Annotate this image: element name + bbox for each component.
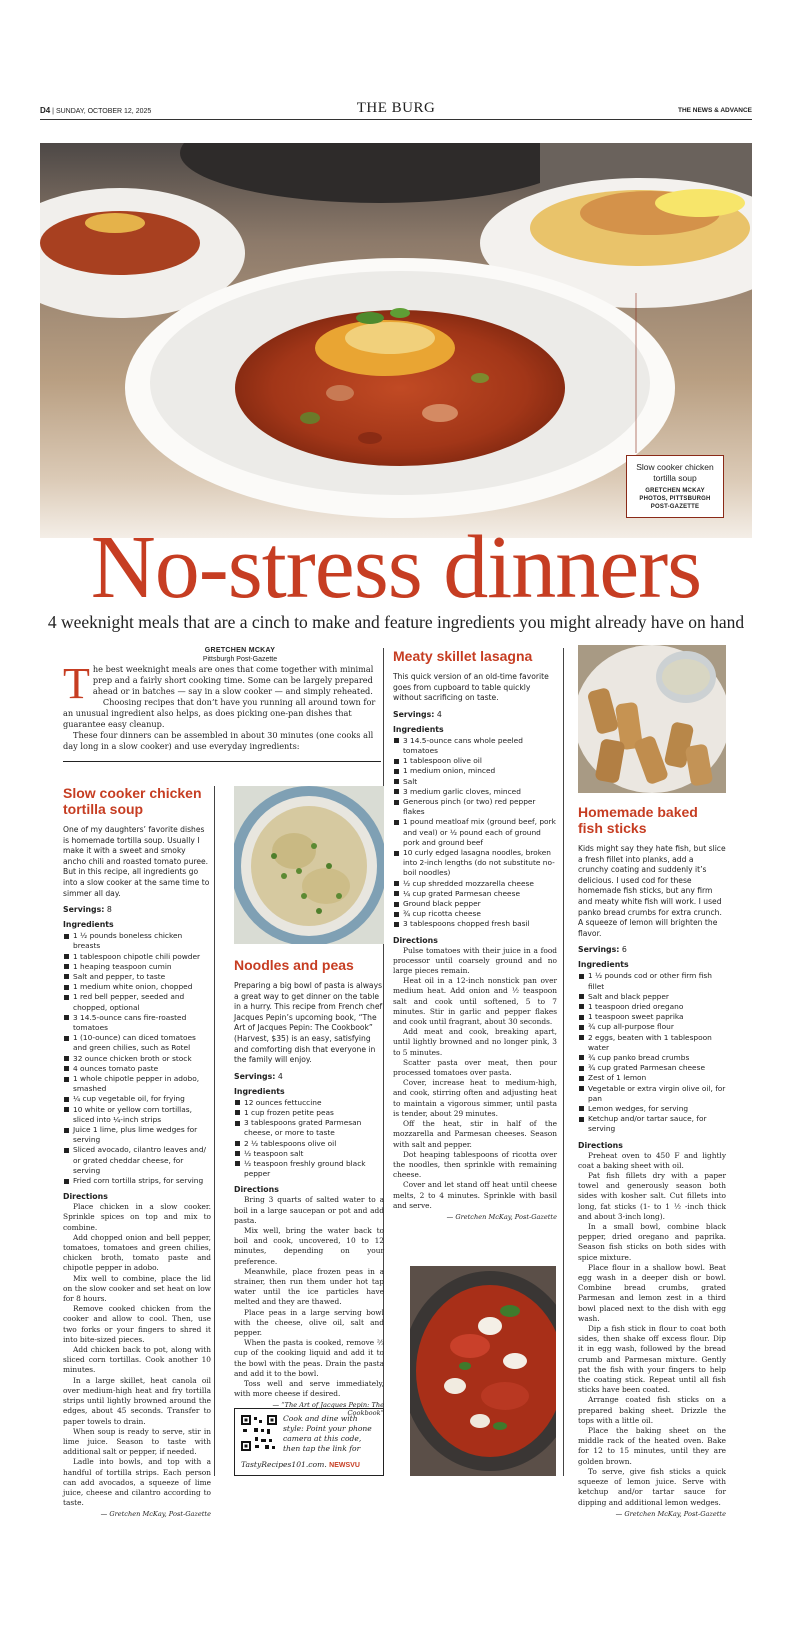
ingredient-item: Sliced avocado, cilantro leaves and/ or grated cheddar cheese, for serving [63, 1145, 211, 1176]
direction-step: Pulse tomatoes with their juice in a food processor until coarsely ground and no large pieces remain. [393, 945, 557, 976]
recipe-description: Preparing a big bowl of pasta is always a great way to get dinner on the table in a hurry. This recipe from French chef Jacques Pepin’s upcoming book, “The Art of Jacques Pepin: The Cookbook” (Harvest, $35) is an easy, satisfying and comforting dish that everyone in the family will enjoy. [234, 981, 383, 1065]
directions-text [234, 1195, 384, 1399]
ingredient-item: 1 red bell pepper, seeded and chopped, optional [63, 992, 211, 1012]
recipe-description: One of my daughters’ favorite dishes is homemade tortilla soup. Usually I make it with a sweet and smoky ancho chili and roasted tomato puree. But in this recipe, all ingredients go into a slow cooker at the same time to simmer all day. [63, 825, 210, 898]
ingredient-item: ¾ cup panko bread crumbs [578, 1053, 726, 1063]
ingredient-item: Juice 1 lime, plus lime wedges for serving [63, 1125, 211, 1145]
newsvu-logo: NEWSVU [329, 1462, 360, 1469]
ingredient-item: 3 tablespoons grated Parmesan cheese, or more to taste [234, 1118, 384, 1138]
ingredients-list [234, 1098, 384, 1180]
intro-paragraph: Choosing recipes that don’t have you running all around town for an unusual ingredient also helps, as does picking one-pan dishes that guarantee easy cleanup. [63, 697, 376, 729]
ingredient-item: Vegetable or extra virgin olive oil, for pan [578, 1084, 726, 1104]
ingredient-item: ½ teaspoon freshly ground black pepper [234, 1159, 384, 1179]
recipe-servings: Servings: 4 [393, 709, 442, 719]
ingredient-item: ¼ cup grated Parmesan cheese [393, 889, 557, 899]
direction-step: Place peas in a large serving bowl with the cheese, olive oil, salt and pepper. [234, 1307, 384, 1338]
qr-promo-text: Cook and dine with style: Point your phone camera at this code, then tap the link for [283, 1414, 372, 1453]
direction-step: Add meat and cook, breaking apart, until lightly browned and no longer pink, 3 to 5 minutes. [393, 1027, 557, 1057]
ingredient-item: 4 ounces tomato paste [63, 1064, 211, 1074]
direction-step: Mix well, bring the water back to boil and cook, uncovered, 10 to 12 minutes, depending on your preference. [234, 1225, 384, 1266]
photo-credit: GRETCHEN MCKAY PHOTOS, PITTSBURGH POST-GAZETTE [639, 488, 711, 510]
directions-heading: Directions [63, 1192, 108, 1202]
ingredients-heading: Ingredients [578, 960, 629, 970]
ingredient-item: 3 14.5-ounce cans whole peeled tomatoes [393, 736, 557, 756]
recipe-title: Noodles and peas [234, 957, 354, 973]
direction-step: Place the baking sheet on the middle rack of the heated oven. Bake for 12 to 15 minutes, until they are golden brown. [578, 1426, 726, 1466]
drop-cap: T [63, 659, 90, 708]
direction-step: Pat fish fillets dry with a paper towel and generously season both sides with kosher salt. Cut fillets into long, fat sticks (1- to 1 ½ -inch thick and about 3-inch long). [578, 1171, 726, 1221]
directions-heading: Directions [393, 935, 438, 945]
lasagna-photo [410, 1266, 556, 1476]
direction-step: Dip a fish stick in flour to coat both sides, then shake off excess flour. Dip it in egg wash, followed by the bread crumb and Parmesan mixture. Gently pat the fish with your fingers to help the coating stick. Repeat until all fish sticks have been coated. [578, 1324, 726, 1395]
ingredients-heading: Ingredients [234, 1086, 285, 1096]
directions-text [393, 946, 557, 1211]
ingredients-list [578, 971, 726, 1134]
byline-org: Pittsburgh Post-Gazette [202, 656, 278, 663]
direction-step: In a small bowl, combine black pepper, dried oregano and paprika. Season fish sticks on both sides with spice mixture. [578, 1222, 726, 1262]
recipe-skillet-lasagna [393, 648, 557, 1221]
ingredient-item: 1 whole chipotle pepper in adobo, smashed [63, 1074, 211, 1094]
ingredient-item: 1 teaspoon dried oregano [578, 1002, 726, 1012]
direction-step: Place flour in a shallow bowl. Beat egg wash in a deeper dish or bowl. Combine bread crumbs, grated Parmesan and lemon zest in a third bowl placed next to the dish with egg wash. [578, 1262, 726, 1323]
ingredient-item: ½ cup shredded mozzarella cheese [393, 879, 557, 889]
recipe-credit: — Gretchen McKay, Post-Gazette [446, 1212, 557, 1221]
recipe-title: Homemade baked fish sticks [578, 804, 698, 836]
ingredient-item: ½ teaspoon salt [234, 1149, 384, 1159]
recipe-title: Meaty skillet lasagna [393, 648, 533, 664]
ingredient-item: ¾ cup grated Parmesan cheese [578, 1063, 726, 1073]
ingredient-item: 1 ½ pounds boneless chicken breasts [63, 931, 211, 951]
qr-promo-link[interactable]: TastyRecipes101.com. NEWSVU [241, 1460, 360, 1469]
section-title: THE BURG [356, 100, 436, 116]
ingredient-item: 1 (10-ounce) can diced tomatoes and green chilies, such as Rotel [63, 1033, 211, 1053]
direction-step: Meanwhile, place frozen peas in a strainer, then run them under hot tap water until the ice particles have melted and they are thawed. [234, 1266, 384, 1307]
ingredient-item: 3 tablespoons chopped fresh basil [393, 919, 557, 929]
ingredient-item: 1 pound meatloaf mix (ground beef, pork and veal) or ½ pound each of ground pork and ground beef [393, 817, 557, 848]
recipe-description: This quick version of an old-time favorite goes from cupboard to table quickly without sacrificing on taste. [393, 672, 549, 703]
ingredient-item: 1 medium white onion, chopped [63, 982, 211, 992]
directions-heading: Directions [578, 1140, 623, 1150]
column-divider [214, 786, 215, 1476]
ingredient-item: 1 teaspoon sweet paprika [578, 1012, 726, 1022]
photo-caption-title: Slow cooker chicken tortilla soup [636, 462, 714, 483]
ingredient-item: Lemon wedges, for serving [578, 1104, 726, 1114]
ingredients-list [63, 931, 211, 1186]
headline: No-stress dinners [90, 518, 702, 617]
ingredient-item: ¼ cup vegetable oil, for frying [63, 1094, 211, 1104]
recipe-servings: Servings: 4 [234, 1071, 283, 1081]
masthead [40, 100, 752, 120]
qr-promo-box[interactable] [234, 1408, 384, 1476]
ingredient-item: Generous pinch (or two) red pepper flakes [393, 797, 557, 817]
recipe-title: Slow cooker chicken tortilla soup [63, 785, 202, 817]
direction-step: When the pasta is cooked, remove ⅔ cup of the cooking liquid and add it to the bowl with the peas. Drain the pasta and add it to the bowl. [234, 1338, 384, 1378]
issue-date: SUNDAY, OCTOBER 12, 2025 [55, 108, 152, 115]
column-divider [563, 648, 564, 1476]
direction-step: Heat oil in a 12-inch nonstick pan over medium heat. Add onion and ½ teaspoon salt and cook until softened, 5 to 7 minutes. Stir in garlic and pepper flakes and cook until fragrant, about 30 seconds. [393, 976, 557, 1027]
ingredient-item: Salt and pepper, to taste [63, 972, 211, 982]
ingredient-item: 32 ounce chicken broth or stock [63, 1054, 211, 1064]
direction-step: Preheat oven to 450 F and lightly coat a baking sheet with oil. [578, 1150, 726, 1170]
recipe-credit: — “The Art of Jacques Pepin: The Cookbook” [272, 1401, 384, 1418]
direction-step: When soup is ready to serve, stir in lime juice. Season to taste with additional salt or pepper, if needed. [63, 1426, 211, 1457]
recipe-servings: Servings: 6 [578, 945, 627, 955]
ingredient-item: ¾ cup ricotta cheese [393, 909, 557, 919]
direction-step: Bring 3 quarts of salted water to a boil in a large saucepan or pot and add pasta. [234, 1195, 384, 1225]
ingredients-heading: Ingredients [63, 920, 114, 930]
qr-code-icon[interactable] [241, 1415, 277, 1451]
paper-name: THE NEWS & ADVANCE [677, 107, 752, 114]
recipe-noodles-peas [234, 957, 384, 1417]
direction-step: Arrange coated fish sticks on a prepared baking sheet. Drizzle the tops with a little oil. [578, 1395, 726, 1425]
byline-name: GRETCHEN MCKAY [204, 647, 276, 654]
ingredient-item: ¾ cup all-purpose flour [578, 1022, 726, 1032]
ingredient-item: Salt and black pepper [578, 992, 726, 1002]
ingredient-item: Ketchup and/or tartar sauce, for serving [578, 1114, 726, 1134]
ingredient-item: 10 white or yellow corn tortillas, sliced into ¼-inch strips [63, 1105, 211, 1125]
direction-step: Dot heaping tablespoons of ricotta over the noodles, then sprinkle with remaining cheese. [393, 1149, 557, 1180]
direction-step: Cover, increase heat to medium-high, and cook, stirring often and adjusting heat to maintain a vigorous simmer, until pasta is tender, about 29 minutes. [393, 1078, 557, 1118]
ingredient-item: 1 tablespoon olive oil [393, 756, 557, 766]
ingredient-item: Ground black pepper [393, 899, 557, 909]
ingredient-item: 12 ounces fettuccine [234, 1098, 384, 1108]
ingredient-item: 3 medium garlic cloves, minced [393, 787, 557, 797]
fish-sticks-photo-illustration [578, 645, 726, 793]
ingredient-item: Salt [393, 777, 557, 787]
ingredient-item: Fried corn tortilla strips, for serving [63, 1176, 211, 1186]
ingredient-item: 2 eggs, beaten with 1 tablespoon water [578, 1033, 726, 1053]
direction-step: Toss well and serve immediately, with more cheese if desired. [234, 1379, 384, 1399]
direction-step: Remove cooked chicken from the cooker and allow to cool. Then, use two forks or your fingers to shred it into bite-sized pieces. [63, 1304, 211, 1344]
direction-step: Add chicken back to pot, along with sliced corn tortillas. Cook another 10 minutes. [63, 1345, 211, 1375]
ingredient-item: 3 14.5-ounce cans fire-roasted tomatoes [63, 1013, 211, 1033]
direction-step: Place chicken in a slow cooker. Sprinkle spices on top and mix to combine. [63, 1202, 211, 1232]
direction-step: Scatter pasta over meat, then pour processed tomatoes over pasta. [393, 1057, 557, 1078]
fish-sticks-photo [578, 645, 726, 793]
direction-step: Mix well to combine, place the lid on the slow cooker and set heat on low for 8 hours. [63, 1273, 211, 1304]
ingredient-item: 1 tablespoon chipotle chili powder [63, 952, 211, 962]
directions-heading: Directions [234, 1185, 279, 1195]
deck: 4 weeknight meals that are a cinch to make and feature ingredients you might already have on hand [47, 612, 745, 632]
ingredient-item: 1 cup frozen petite peas [234, 1108, 384, 1118]
intro-divider [63, 761, 381, 762]
intro-paragraph: These four dinners can be assembled in about 30 minutes (one cooks all day long in a slow cooker) and use everyday ingredients: [63, 730, 374, 751]
ingredient-item: 1 medium onion, minced [393, 766, 557, 776]
ingredient-item: 2 ½ tablespoons olive oil [234, 1139, 384, 1149]
noodles-photo-illustration [234, 786, 384, 944]
recipe-description: Kids might say they hate fish, but slice a fresh fillet into planks, add a crunchy coating and suddenly it’s delicious. I used cod for these homemade fish sticks, but any firm and meaty white fish will work. I used panko bread crumbs for extra crunch. A squeeze of lemon will brighten the flavor. [578, 844, 726, 938]
recipe-credit: — Gretchen McKay, Post-Gazette [615, 1509, 726, 1518]
page-number: D4 [40, 106, 51, 115]
recipe-fish-sticks [578, 804, 726, 1518]
direction-step: Ladle into bowls, and top with a handful of tortilla strips. Each person can add avocados, a squeeze of lime juice, cheese and cilantro according to taste. [63, 1457, 211, 1508]
recipe-credit: — Gretchen McKay, Post-Gazette [100, 1510, 211, 1519]
direction-step: To serve, give fish sticks a quick squeeze of lemon juice. Serve with ketchup and/or tartar sauce for dipping and additional lemon wedges. [578, 1466, 726, 1507]
ingredient-item: 10 curly edged lasagna noodles, broken into 2-inch lengths (do not substitute no-boil noodles) [393, 848, 557, 879]
byline [170, 646, 310, 664]
ingredients-heading: Ingredients [393, 724, 444, 734]
directions-text [63, 1202, 211, 1508]
recipe-servings: Servings: 8 [63, 905, 112, 915]
recipe-tortilla-soup [63, 785, 211, 1518]
ingredients-list [393, 736, 557, 930]
intro-paragraph: The best weeknight meals are ones that come together with minimal prep and a fairly short cooking time. Some can be largely prepared ahead or in batches — say in a slow cooker — and simply reheated. [63, 659, 374, 708]
direction-step: Cover and let stand off heat until cheese melts, 2 to 4 minutes. Sprinkle with basil and serve. [393, 1180, 557, 1210]
ingredient-item: 1 heaping teaspoon cumin [63, 962, 211, 972]
direction-step: Add chopped onion and bell pepper, tomatoes, tomatoes and green chilies, chicken broth, tomato paste and chipotle pepper in adobo. [63, 1232, 211, 1273]
direction-step: In a large skillet, heat canola oil over medium-high heat and fry tortilla strips until lightly browned around the edges, about 45 seconds. Transfer to paper towels to drain. [63, 1375, 211, 1426]
ingredient-item: Zest of 1 lemon [578, 1073, 726, 1083]
page-info: D4 | SUNDAY, OCTOBER 12, 2025 [40, 106, 152, 115]
ingredient-item: 1 ½ pounds cod or other firm fish fillet [578, 971, 726, 991]
lasagna-photo-illustration [410, 1266, 556, 1476]
noodles-photo [234, 786, 384, 944]
direction-step: Off the heat, stir in half of the mozzarella and Parmesan cheeses. Season with salt and pepper. [393, 1119, 557, 1149]
photo-caption [626, 455, 724, 518]
directions-text [578, 1151, 726, 1508]
